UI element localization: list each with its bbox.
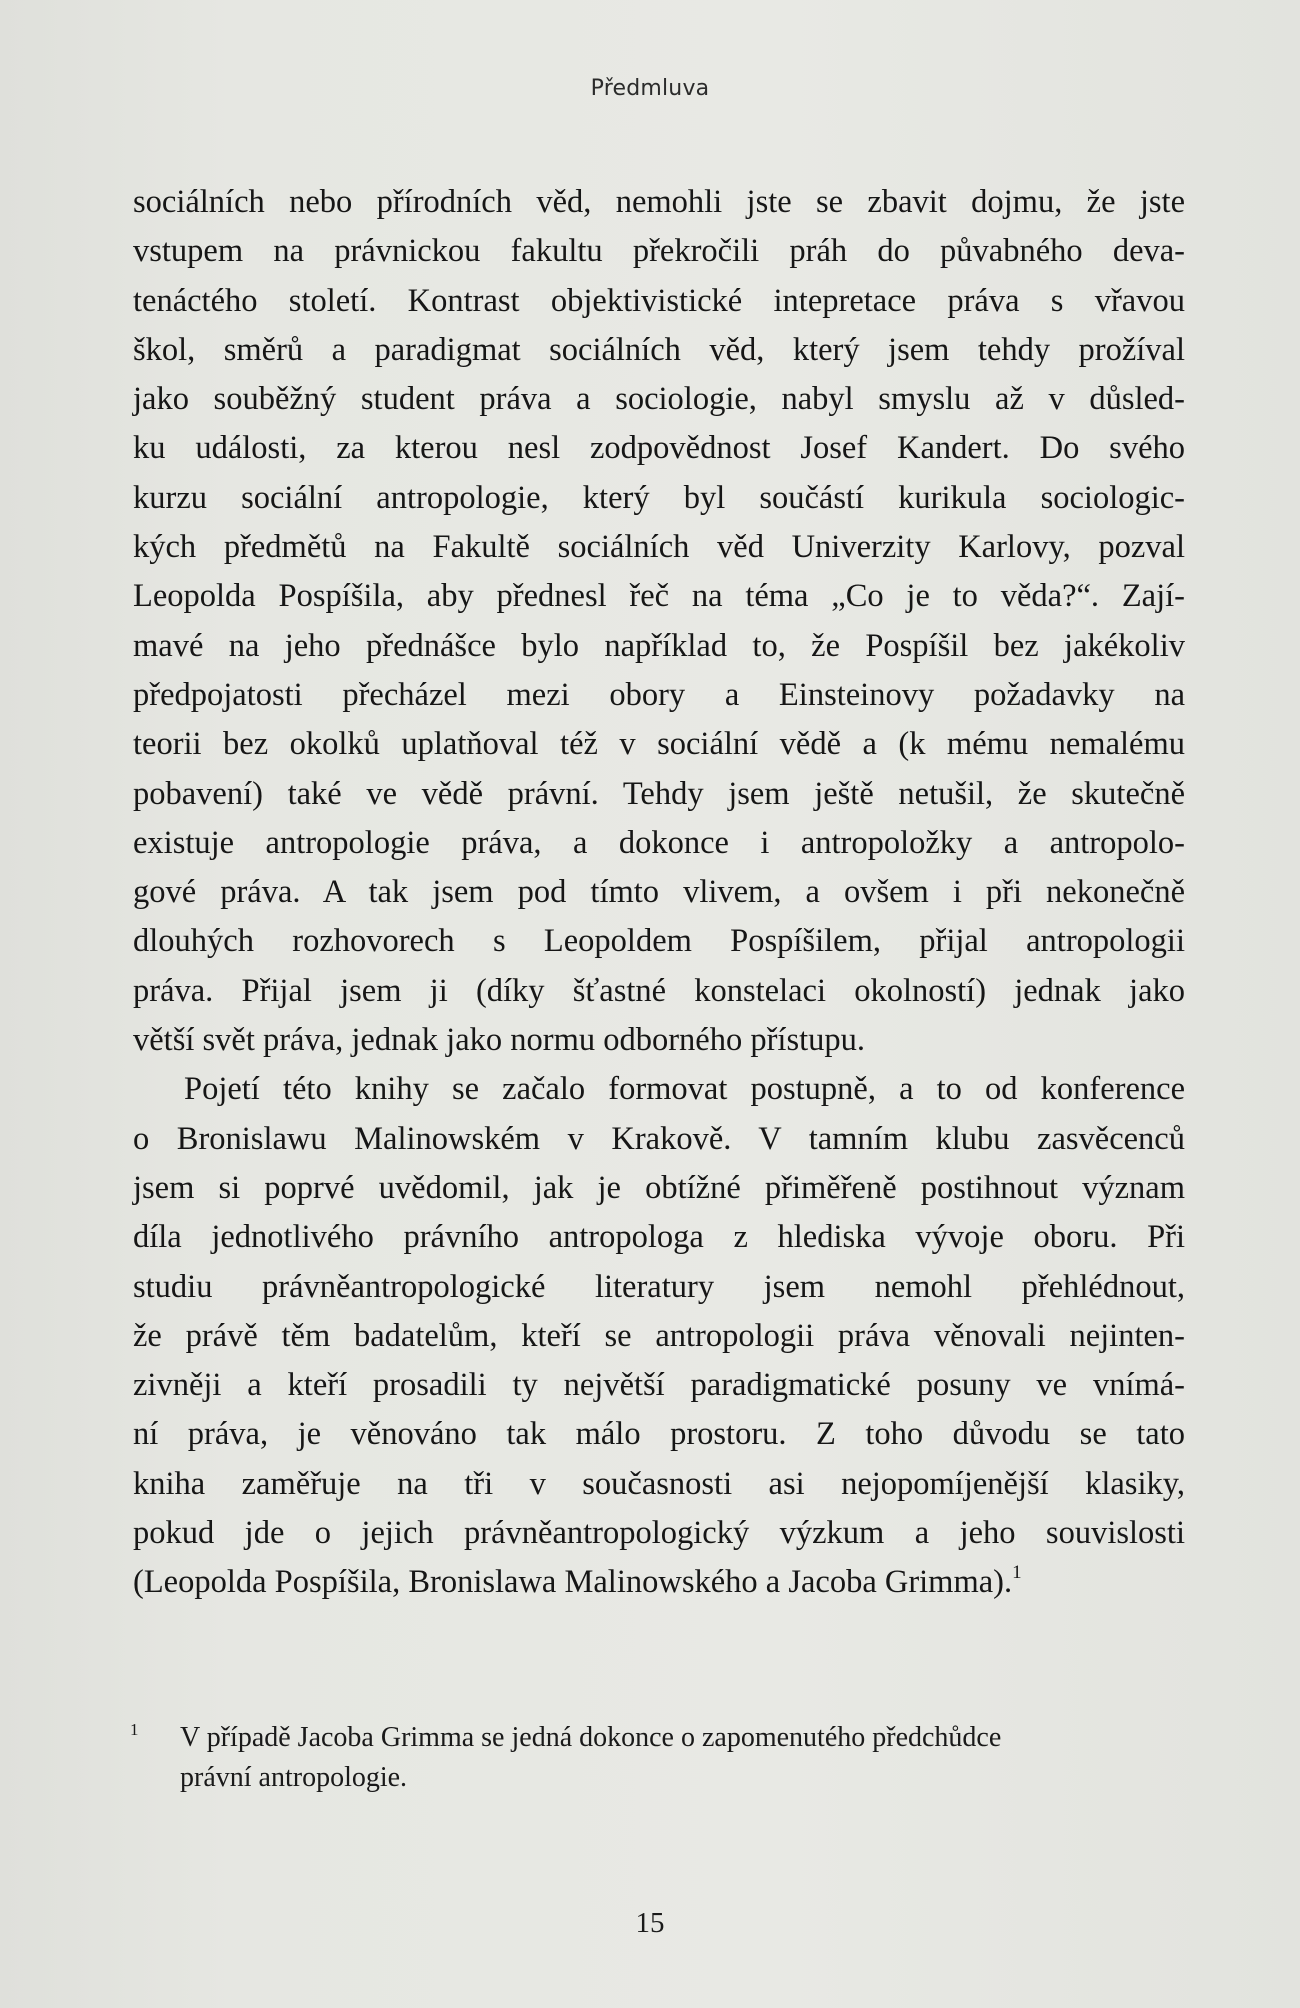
text-line: jako souběžný student práva a sociologie, nabyl smyslu až v důsled- xyxy=(133,381,1185,418)
paragraph-2 xyxy=(133,1065,1185,1607)
footnotes xyxy=(130,1718,1190,1798)
text-line: sociálních nebo přírodních věd, nemohli jste se zbavit dojmu, že jste xyxy=(133,184,1185,220)
text-line: studiu právněantropologické literatury jsem nemohl přehlédnout, xyxy=(133,1268,1185,1305)
text-line-content: (Leopolda Pospíšila, Bronislawa Malinowského a Jacoba Grimma). xyxy=(133,1564,1013,1601)
footnote-reference[interactable]: 1 xyxy=(1012,1562,1022,1584)
footnote-line: právní antropologie. xyxy=(180,1762,408,1793)
text-line: kurzu sociální antropologie, který byl součástí kurikula sociologic- xyxy=(133,479,1185,516)
paragraph-1 xyxy=(133,178,1185,1065)
text-line: ní práva, je věnováno tak málo prostoru. Z toho důvodu se tato xyxy=(133,1416,1185,1453)
footnote-1 xyxy=(130,1718,1190,1798)
text-line: teorii bez okolků uplatňoval též v sociální vědě a (k mému nemalému xyxy=(133,726,1185,763)
text-line: gové práva. A tak jsem pod tímto vlivem, a ovšem i při nekonečně xyxy=(133,874,1185,911)
text-line: tenáctého století. Kontrast objektivistické intepretace práva s vřavou xyxy=(133,282,1185,319)
text-line: že právě těm badatelům, kteří se antropologii práva věnovali nejinten- xyxy=(133,1317,1185,1354)
text-line: dlouhých rozhovorech s Leopoldem Pospíšilem, přijal antropologii xyxy=(133,923,1185,960)
text-line: práva. Přijal jsem ji (díky šťastné konstelaci okolností) jednak jako xyxy=(133,972,1185,1009)
text-line: škol, směrů a paradigmat sociálních věd, který jsem tehdy prožíval xyxy=(133,331,1185,368)
text-line: jsem si poprvé uvědomil, jak je obtížné přiměřeně postihnout význam xyxy=(133,1169,1185,1206)
text-line: větší svět práva, jednak jako normu odborného přístupu. xyxy=(133,1022,865,1059)
text-line: ku události, za kterou nesl zodpovědnost Josef Kandert. Do svého xyxy=(133,430,1185,467)
footnote-line: V případě Jacoba Grimma se jedná dokonce o zapomenutého předchůdce xyxy=(180,1722,1002,1753)
text-line: existuje antropologie práva, a dokonce i antropoložky a antropolo- xyxy=(133,824,1185,861)
text-line: zivněji a kteří prosadili ty největší paradigmatické posuny ve vnímá- xyxy=(133,1367,1185,1404)
text-line: pokud jde o jejich právněantropologický výzkum a jeho souvislosti xyxy=(133,1515,1185,1552)
body-text xyxy=(133,178,1185,1608)
text-line: díla jednotlivého právního antropologa z hlediska vývoje oboru. Při xyxy=(133,1219,1185,1256)
text-line: o Bronislawu Malinowském v Krakově. V tamním klubu zasvěcenců xyxy=(133,1120,1185,1157)
text-line xyxy=(133,1558,1185,1607)
text-line: Leopolda Pospíšila, aby přednesl řeč na téma „Co je to věda?“. Zají- xyxy=(133,578,1185,615)
text-line: vstupem na právnickou fakultu překročili práh do půvabného deva- xyxy=(133,233,1185,270)
text-line: kniha zaměřuje na tři v současnosti asi nejopomíjenější klasiky, xyxy=(133,1465,1185,1502)
text-line: Pojetí této knihy se začalo formovat postupně, a to od konference xyxy=(184,1071,1185,1108)
text-line: pobavení) také ve vědě právní. Tehdy jsem ještě netušil, že skutečně xyxy=(133,775,1185,812)
text-line: kých předmětů na Fakultě sociálních věd Univerzity Karlovy, pozval xyxy=(133,529,1185,566)
text-line: mavé na jeho přednášce bylo například to, že Pospíšil bez jakékoliv xyxy=(133,627,1185,664)
text-line: předpojatosti přecházel mezi obory a Einsteinovy požadavky na xyxy=(133,676,1185,713)
page-number: 15 xyxy=(635,1907,665,1939)
running-head: Předmluva xyxy=(590,76,710,101)
footnote-mark: 1 xyxy=(130,1720,139,1739)
